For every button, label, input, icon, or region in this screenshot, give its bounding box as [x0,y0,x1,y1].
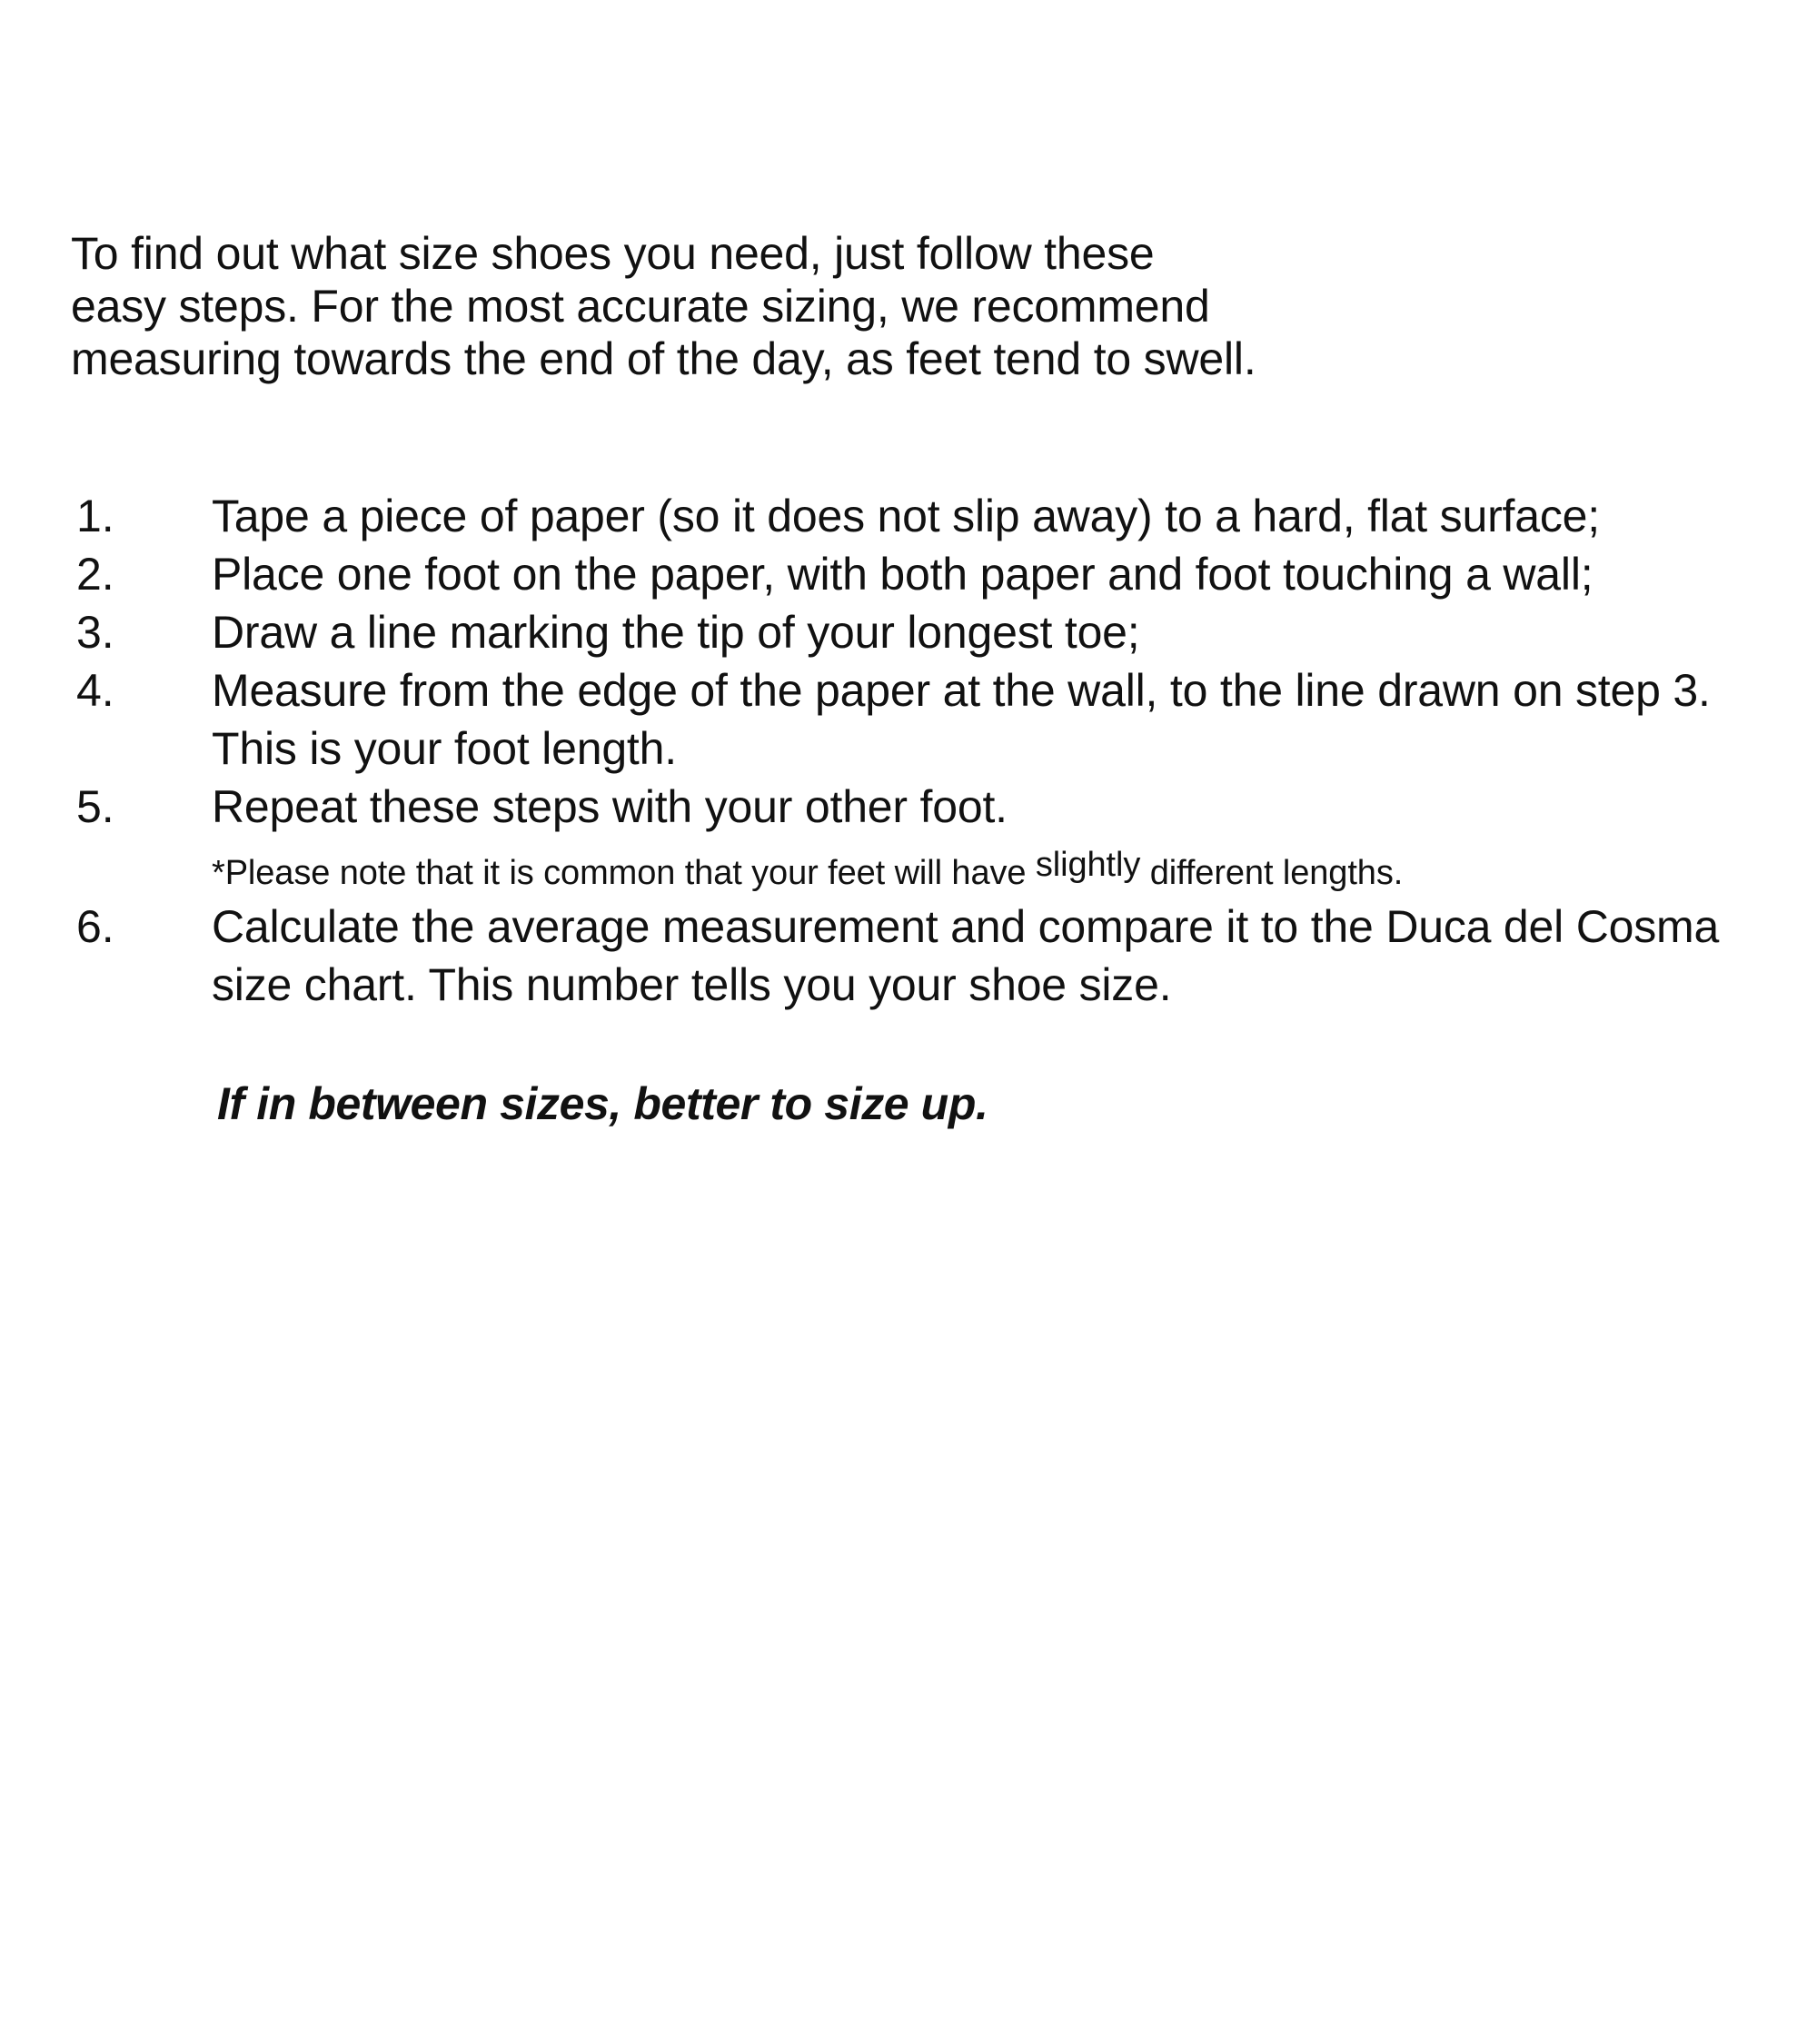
step-text: Draw a line marking the tip of your longest toe; [212,607,1140,658]
footnote-part-2: different lengths. [1149,854,1404,892]
list-item [71,603,1735,661]
list-item [71,898,1735,1014]
step-footnote [212,843,1735,896]
step-number: 5. [76,781,114,832]
intro-line-1: To find out what size shoes you need, just follow these [71,228,1155,279]
closing-note: If in between sizes, better to size up. [217,1078,988,1130]
list-item [71,661,1735,778]
intro-paragraph [71,227,1735,385]
step-number: 2. [76,549,114,600]
intro-line-2: easy steps. For the most accurate sizing, we recommend [71,281,1210,332]
step-text: Tape a piece of paper (so it does not slip away) to a hard, flat surface; [212,491,1600,541]
intro-line-3: measuring towards the end of the day, as feet tend to swell. [71,333,1256,384]
list-item [71,545,1735,603]
step-number: 4. [76,665,114,716]
step-text: Measure from the edge of the paper at the wall, to the line drawn on step 3. This is your foot length. [212,665,1711,774]
step-number: 1. [76,491,114,541]
step-text: Place one foot on the paper, with both paper and foot touching a wall; [212,549,1594,600]
list-item [71,487,1735,545]
step-text-with-note [212,778,1735,896]
footnote-raised-word: slightly [1035,846,1141,884]
step-text: Repeat these steps with your other foot. [212,781,1008,832]
steps-list [71,487,1735,1014]
step-number: 6. [76,901,114,953]
step-text: Calculate the average measurement and compare it to the Duca del Cosma size chart. This number tells you your shoe size. [212,901,1720,1011]
list-item [71,778,1735,896]
footnote-part-1: *Please note that it is common that your feet will have [212,854,1036,892]
step-number: 3. [76,607,114,658]
